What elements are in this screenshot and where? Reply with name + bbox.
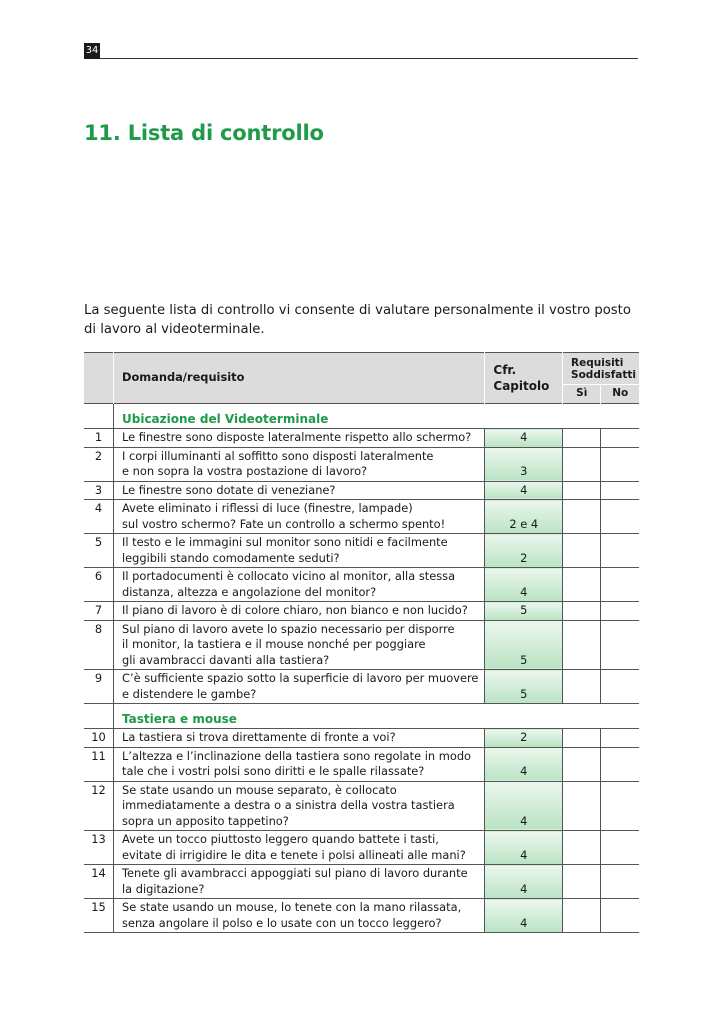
item-question xyxy=(114,602,485,621)
checkbox-no[interactable] xyxy=(601,781,639,831)
question-line: il monitor, la tastiera e il mouse nonché per poggiare xyxy=(122,637,426,651)
item-cfr-capitolo: 4 xyxy=(485,831,563,865)
item-question xyxy=(114,500,485,534)
item-number: 3 xyxy=(84,481,114,500)
checkbox-si[interactable] xyxy=(563,534,601,568)
section-row xyxy=(84,404,639,429)
checkbox-no[interactable] xyxy=(601,670,639,704)
question-line: evitate di irrigidire le dita e tenete i polsi allineati alle mani? xyxy=(122,847,466,862)
checkbox-no[interactable] xyxy=(601,568,639,602)
checklist-table xyxy=(84,352,639,933)
item-number: 1 xyxy=(84,429,114,448)
checkbox-si[interactable] xyxy=(563,500,601,534)
header-si: Sì xyxy=(563,385,601,404)
item-cfr-capitolo: 5 xyxy=(485,602,563,621)
section-title: Tastiera e mouse xyxy=(114,704,640,729)
item-cfr-capitolo: 4 xyxy=(485,568,563,602)
checkbox-no[interactable] xyxy=(601,865,639,899)
checkbox-no[interactable] xyxy=(601,831,639,865)
item-question xyxy=(114,534,485,568)
item-cfr-capitolo: 4 xyxy=(485,747,563,781)
item-question xyxy=(114,481,485,500)
question-line: tale che i vostri polsi sono diritti e le spalle rilassate? xyxy=(122,764,425,778)
item-number: 8 xyxy=(84,620,114,670)
item-number: 7 xyxy=(84,602,114,621)
header-requisiti-line2: Soddisfatti xyxy=(571,368,636,381)
checkbox-no[interactable] xyxy=(601,602,639,621)
checkbox-si[interactable] xyxy=(563,602,601,621)
header-rule xyxy=(100,58,638,59)
checklist-body xyxy=(84,404,639,933)
checkbox-si[interactable] xyxy=(563,447,601,481)
header-requisiti-line1: Requisiti xyxy=(571,356,624,369)
item-number: 6 xyxy=(84,568,114,602)
header-question: Domanda/requisito xyxy=(114,353,485,404)
item-number: 13 xyxy=(84,831,114,865)
question-line: Sul piano di lavoro avete lo spazio necessario per disporre xyxy=(122,621,455,636)
header-cfr-line1: Cfr. xyxy=(493,363,517,377)
item-question xyxy=(114,781,485,831)
item-cfr-capitolo: 4 xyxy=(485,899,563,933)
table-row xyxy=(84,620,639,670)
item-number: 14 xyxy=(84,865,114,899)
item-cfr-capitolo: 4 xyxy=(485,865,563,899)
question-line: senza angolare il polso e lo usate con un tocco leggero? xyxy=(122,915,442,930)
item-cfr-capitolo: 2 e 4 xyxy=(485,500,563,534)
checkbox-no[interactable] xyxy=(601,534,639,568)
question-line: leggibili stando comodamente seduti? xyxy=(122,550,340,565)
question-line: Tenete gli avambracci appoggiati sul piano di lavoro durante xyxy=(122,866,468,880)
item-question xyxy=(114,447,485,481)
question-line: sul vostro schermo? Fate un controllo a schermo spento! xyxy=(122,516,446,531)
item-number: 5 xyxy=(84,534,114,568)
checkbox-si[interactable] xyxy=(563,429,601,448)
item-cfr-capitolo: 5 xyxy=(485,620,563,670)
table-header-row xyxy=(84,353,639,385)
checkbox-si[interactable] xyxy=(563,747,601,781)
checkbox-si[interactable] xyxy=(563,568,601,602)
table-row xyxy=(84,534,639,568)
checkbox-si[interactable] xyxy=(563,481,601,500)
table-row xyxy=(84,500,639,534)
question-line: gli avambracci davanti alla tastiera? xyxy=(122,652,330,667)
table-row xyxy=(84,831,639,865)
question-line: Le finestre sono disposte lateralmente rispetto allo schermo? xyxy=(122,430,472,444)
item-question xyxy=(114,620,485,670)
question-line: immediatamente a destra o a sinistra della vostra tastiera xyxy=(122,798,455,812)
item-question xyxy=(114,831,485,865)
question-line: Se state usando un mouse separato, è collocato xyxy=(122,782,397,797)
checkbox-si[interactable] xyxy=(563,729,601,748)
header-cfr-capitolo xyxy=(485,353,563,404)
checkbox-no[interactable] xyxy=(601,481,639,500)
question-line: distanza, altezza e angolazione del monitor? xyxy=(122,584,377,599)
question-line: Il portadocumenti è collocato vicino al monitor, alla stessa xyxy=(122,569,456,583)
table-row xyxy=(84,865,639,899)
item-number: 4 xyxy=(84,500,114,534)
question-line: I corpi illuminanti al soffitto sono disposti lateralmente xyxy=(122,448,434,463)
item-number: 12 xyxy=(84,781,114,831)
checkbox-no[interactable] xyxy=(601,899,639,933)
section-title: Ubicazione del Videoterminale xyxy=(114,404,640,429)
question-line: e distendere le gambe? xyxy=(122,686,257,701)
page-number: 34 xyxy=(84,43,100,59)
item-cfr-capitolo: 4 xyxy=(485,429,563,448)
intro-paragraph: La seguente lista di controllo vi consente di valutare personalmente il vostro posto di lavoro al videoterminale. xyxy=(84,303,631,337)
item-cfr-capitolo: 2 xyxy=(485,534,563,568)
item-question xyxy=(114,729,485,748)
item-question xyxy=(114,747,485,781)
section-number-cell xyxy=(84,404,114,429)
item-number: 15 xyxy=(84,899,114,933)
question-line: Il piano di lavoro è di colore chiaro, non bianco e non lucido? xyxy=(122,603,468,617)
item-number: 9 xyxy=(84,670,114,704)
item-cfr-capitolo: 2 xyxy=(485,729,563,748)
item-question xyxy=(114,568,485,602)
checkbox-no[interactable] xyxy=(601,747,639,781)
checkbox-no[interactable] xyxy=(601,500,639,534)
checkbox-no[interactable] xyxy=(601,429,639,448)
item-number: 10 xyxy=(84,729,114,748)
table-row xyxy=(84,602,639,621)
checkbox-si[interactable] xyxy=(563,620,601,670)
question-line: Se state usando un mouse, lo tenete con la mano rilassata, xyxy=(122,900,462,914)
section-row xyxy=(84,704,639,729)
checkbox-no[interactable] xyxy=(601,447,639,481)
checkbox-si[interactable] xyxy=(563,670,601,704)
item-number: 11 xyxy=(84,747,114,781)
question-line: C’è sufficiente spazio sotto la superficie di lavoro per muovere xyxy=(122,671,479,685)
question-line: Le finestre sono dotate di veneziane? xyxy=(122,482,336,497)
question-line: e non sopra la vostra postazione di lavoro? xyxy=(122,464,368,478)
table-row xyxy=(84,568,639,602)
checkbox-no[interactable] xyxy=(601,729,639,748)
table-row xyxy=(84,781,639,831)
question-line: La tastiera si trova direttamente di fronte a voi? xyxy=(122,730,396,744)
item-question xyxy=(114,899,485,933)
question-line: la digitazione? xyxy=(122,881,205,896)
table-row xyxy=(84,899,639,933)
table-row xyxy=(84,481,639,500)
item-cfr-capitolo: 5 xyxy=(485,670,563,704)
header-requisiti-soddisfatti xyxy=(563,353,639,385)
table-row xyxy=(84,447,639,481)
question-line: L’altezza e l’inclinazione della tastiera sono regolate in modo xyxy=(122,748,472,763)
header-no: No xyxy=(601,385,639,404)
checkbox-si[interactable] xyxy=(563,899,601,933)
question-line: sopra un apposito tappetino? xyxy=(122,813,289,828)
item-question xyxy=(114,865,485,899)
item-cfr-capitolo: 4 xyxy=(485,781,563,831)
item-question xyxy=(114,429,485,448)
item-question xyxy=(114,670,485,704)
table-row xyxy=(84,729,639,748)
checkbox-si[interactable] xyxy=(563,865,601,899)
item-cfr-capitolo: 3 xyxy=(485,447,563,481)
checkbox-no[interactable] xyxy=(601,620,639,670)
table-row xyxy=(84,429,639,448)
item-number: 2 xyxy=(84,447,114,481)
header-cfr-line2: Capitolo xyxy=(493,379,550,393)
header-number-cell xyxy=(84,353,114,404)
checkbox-si[interactable] xyxy=(563,781,601,831)
item-cfr-capitolo: 4 xyxy=(485,481,563,500)
checkbox-si[interactable] xyxy=(563,831,601,865)
table-row xyxy=(84,670,639,704)
section-number-cell xyxy=(84,704,114,729)
question-line: Avete un tocco piuttosto leggero quando battete i tasti, xyxy=(122,832,439,846)
page-title: 11. Lista di controllo xyxy=(84,121,324,145)
question-line: Il testo e le immagini sul monitor sono nitidi e facilmente xyxy=(122,535,448,549)
question-line: Avete eliminato i riflessi di luce (finestre, lampade) xyxy=(122,501,413,515)
table-row xyxy=(84,747,639,781)
